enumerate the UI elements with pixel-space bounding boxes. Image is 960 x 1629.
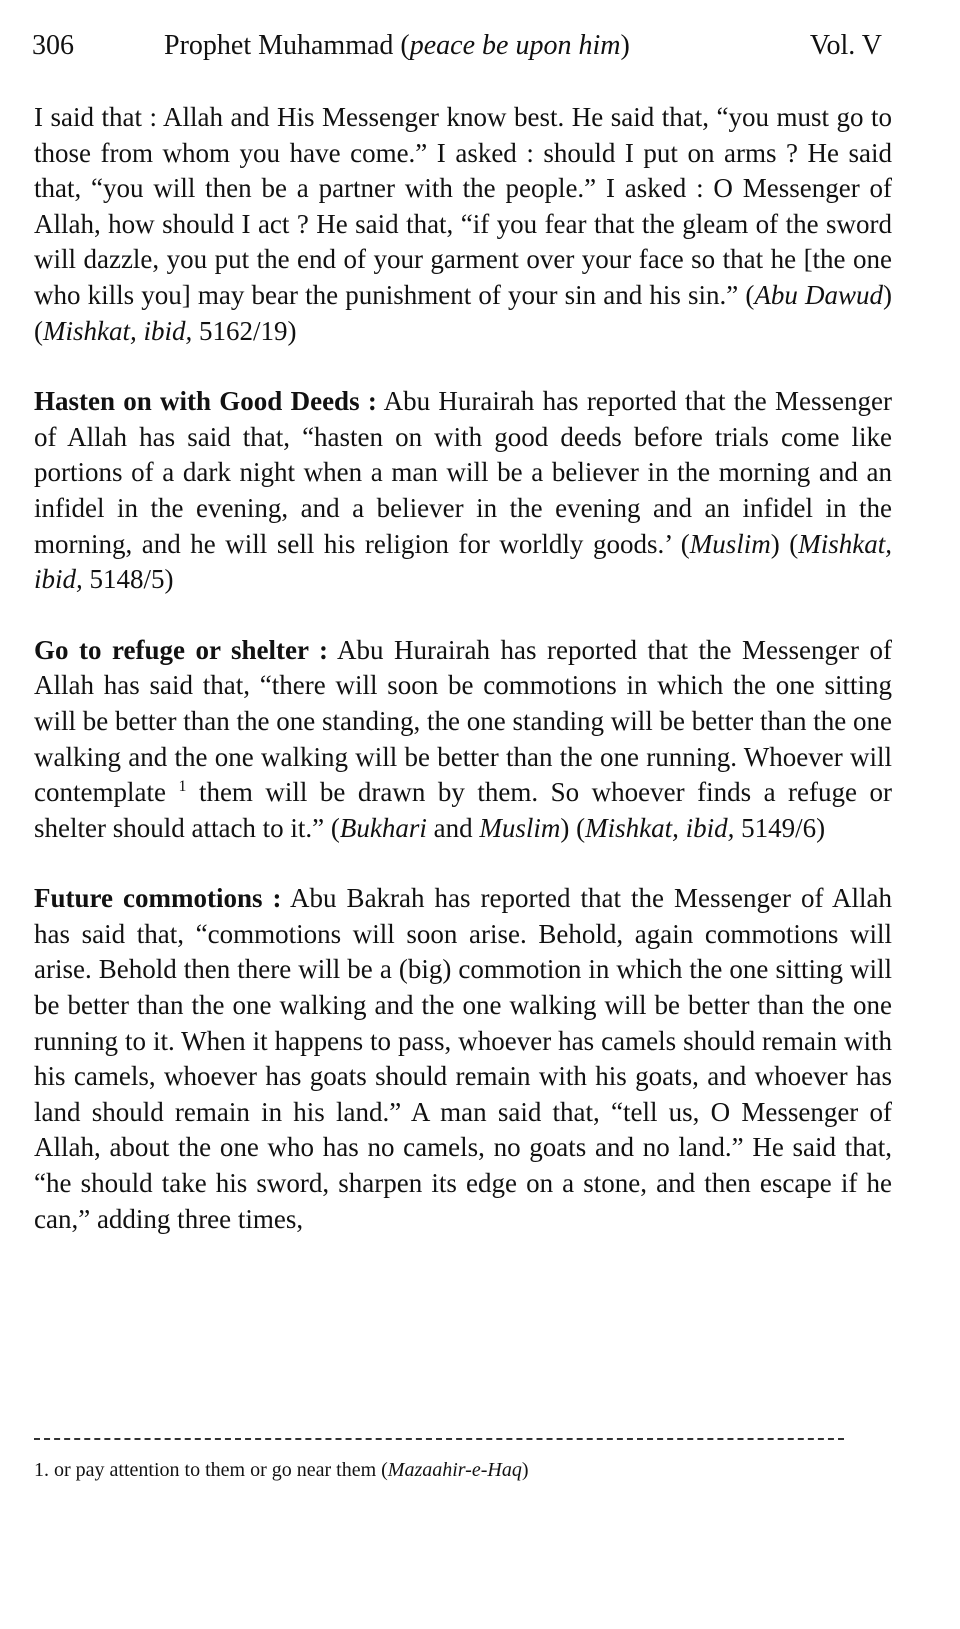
- page-number: 306: [32, 30, 74, 61]
- source-citation: Bukhari: [339, 812, 427, 843]
- running-header: [32, 26, 882, 66]
- paragraph-text: Abu Hurairah has reported that the Messenger of Allah has said that, “there will soon be commotions in which the one sitting will be better than the one standing, the one standing will be better than the one walking and the one walking will be better than the one running. Whoever will contemplate: [34, 634, 892, 808]
- paragraph-future-commotions: [34, 881, 892, 1237]
- book-title-subtitle: peace be upon him: [409, 30, 621, 61]
- source-citation: Mishkat, ibid,: [43, 315, 193, 346]
- hadith-reference: 5162/19): [192, 315, 297, 346]
- source-citation: Mishkat, ibid,: [34, 528, 892, 595]
- source-citation: Muslim: [689, 528, 771, 559]
- volume-label: Vol. V: [809, 30, 882, 61]
- source-citation: Abu Dawud: [754, 279, 883, 310]
- paragraph-text: Abu Hurairah has reported that the Messenger of Allah has said that, “hasten on with good deeds before trials come like portions of a dark night when a man will be a believer in the morning and an infidel in the evening, and a believer in the evening and an infidel in the morning, and he will sell his religion for worldly goods.’ (: [34, 386, 892, 559]
- paragraph-text: Abu Bakrah has reported that the Messenger of Allah has said that, “commotions will soon arise. Behold, again commotions will arise. Behold then there will be a (big) commotion in which the one sitting will be better than the one walking and the one walking will be better than the one running to it. When it happens to pass, whoever has camels should remain with his camels, whoever has goats should remain with his goats, and whoever has land should remain in his land.” A man said that, “tell us, O Messenger of Allah, about the one who has no camels, no goats and no land.” He said that, “he should take his sword, sharpen its edge on a stone, and then escape if he can,” adding three times,: [34, 883, 892, 1234]
- paragraph-text: I said that : Allah and His Messenger know best. He said that, “you must go to those from whom you have come.” I asked : should I put on arms ? He said that, “you will then be a partner with the people.” I asked : O Messenger of Allah, how should I act ? He said that, “if you fear that the gleam of the sword will dazzle, you put the end of your garment over your face so that he [the one who kills you] may bear the punishment of your sin and his sin.” (: [34, 102, 892, 310]
- section-heading: Go to refuge or shelter :: [34, 634, 329, 665]
- source-citation: Muslim: [479, 812, 561, 843]
- footnote-text: or pay attention to them or go near them (: [49, 1459, 388, 1481]
- footnote-text: ): [521, 1459, 529, 1481]
- paragraph-text: ) (: [770, 528, 799, 559]
- hadith-reference: 5149/6): [734, 812, 826, 843]
- footnote-marker: 1: [178, 778, 187, 796]
- paragraph-go-to-refuge-or-shelter: [34, 633, 892, 847]
- paragraph-text: ) (: [560, 812, 586, 843]
- footnote-separator: [34, 1438, 844, 1440]
- paragraph-text: and: [426, 812, 480, 843]
- paragraph-text: ) (: [34, 279, 892, 346]
- section-heading: Future commotions :: [34, 883, 282, 914]
- book-title: Prophet Muhammad (peace be upon him): [164, 30, 630, 61]
- footnote-number: 1.: [34, 1459, 49, 1481]
- footnote-source: Mazaahir-e-Haq: [387, 1459, 522, 1481]
- paragraph-text: them will be drawn by them. So whoever finds a refuge or shelter should attach to it.” (: [34, 777, 892, 843]
- paragraph-continued: [34, 100, 892, 349]
- hadith-reference: 5148/5): [82, 564, 174, 595]
- section-heading: Hasten on with Good Deeds :: [34, 386, 377, 417]
- book-title-main: Prophet Muhammad: [164, 30, 394, 61]
- paragraph-hasten-on-with-good-deeds: [34, 384, 892, 598]
- source-citation: Mishkat, ibid,: [585, 812, 735, 843]
- page-body: [34, 100, 892, 1272]
- footnote: [34, 1455, 884, 1485]
